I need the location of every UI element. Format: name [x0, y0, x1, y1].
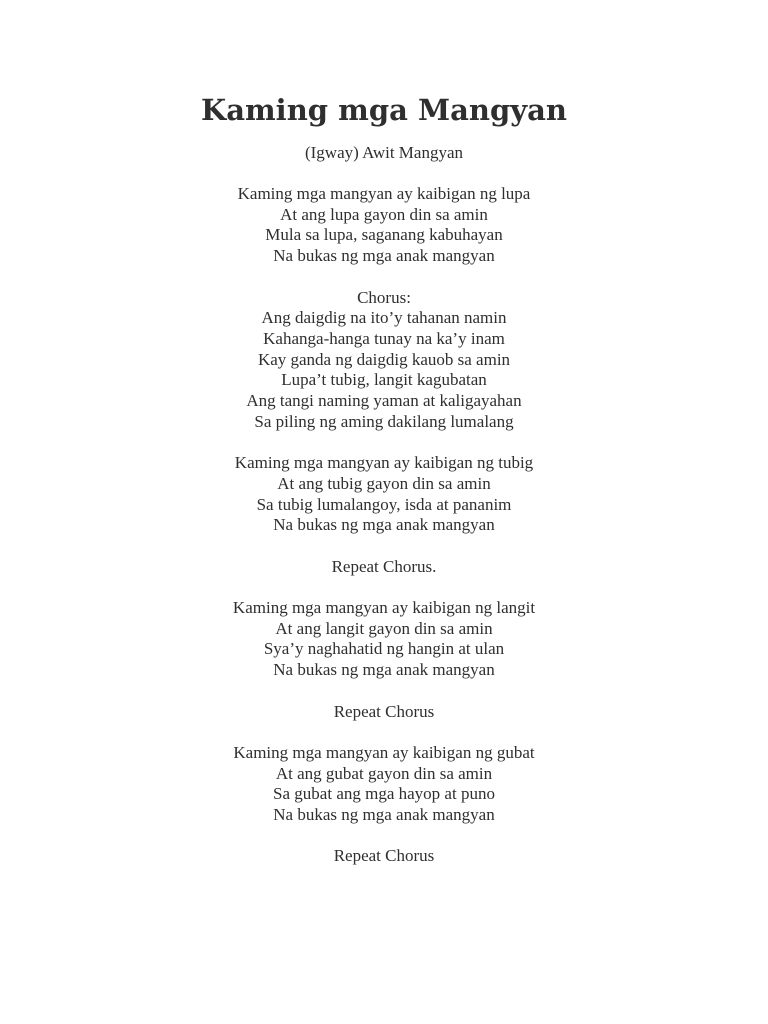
lyric-line: Na bukas ng mga anak mangyan	[273, 805, 495, 824]
lyrics-stanza	[0, 702, 768, 723]
page-subtitle: (Igway) Awit Mangyan	[304, 143, 463, 162]
lyrics-stanza	[0, 288, 768, 433]
lyric-line: Ang daigdig na ito’y tahanan namin	[261, 308, 507, 328]
lyric-line: Na bukas ng mga anak mangyan	[273, 246, 495, 266]
lyric-line: Mula sa lupa, saganang kabuhayan	[265, 225, 503, 245]
lyrics-body	[0, 184, 768, 888]
lyrics-stanza	[0, 598, 768, 681]
lyric-line: Na bukas ng mga anak mangyan	[273, 515, 495, 535]
lyric-line: Sa piling ng aming dakilang lumalang	[254, 411, 514, 431]
lyric-line: Repeat Chorus.	[331, 556, 437, 576]
lyric-line: At ang langit gayon din sa amin	[275, 618, 493, 638]
lyric-line: Na bukas ng mga anak mangyan	[273, 660, 495, 680]
lyric-line: Lupa’t tubig, langit kagubatan	[281, 370, 487, 390]
lyric-line: Repeat Chorus	[333, 701, 435, 721]
lyric-line: Chorus:	[357, 287, 411, 307]
lyrics-stanza	[0, 184, 768, 267]
lyric-line: Sa tubig lumalangoy, isda at pananim	[256, 494, 512, 514]
lyrics-stanza	[0, 557, 768, 578]
lyric-line: Kaming mga mangyan ay kaibigan ng gubat	[233, 742, 535, 762]
lyric-line: Kaming mga mangyan ay kaibigan ng lupa	[237, 184, 531, 203]
lyric-line: Sya’y naghahatid ng hangin at ulan	[263, 639, 505, 659]
lyric-line: At ang lupa gayon din sa amin	[280, 204, 488, 224]
lyrics-stanza	[0, 453, 768, 536]
lyric-line: Kahanga-hanga tunay na ka’y inam	[263, 328, 505, 348]
lyric-line: At ang gubat gayon din sa amin	[275, 763, 493, 783]
lyric-line: Kaming mga mangyan ay kaibigan ng langit	[232, 598, 536, 617]
lyric-line: Kay ganda ng daigdig kauob sa amin	[257, 349, 511, 369]
lyric-line: Repeat Chorus	[333, 846, 435, 866]
lyric-line: Kaming mga mangyan ay kaibigan ng tubig	[234, 453, 534, 473]
lyrics-stanza	[0, 846, 768, 867]
lyric-line: Ang tangi naming yaman at kaligayahan	[246, 391, 522, 411]
lyrics-stanza	[0, 743, 768, 826]
page-title: Kaming mga Mangyan	[201, 93, 567, 127]
lyric-line: Sa gubat ang mga hayop at puno	[273, 784, 495, 804]
lyric-line: At ang tubig gayon din sa amin	[277, 473, 491, 493]
